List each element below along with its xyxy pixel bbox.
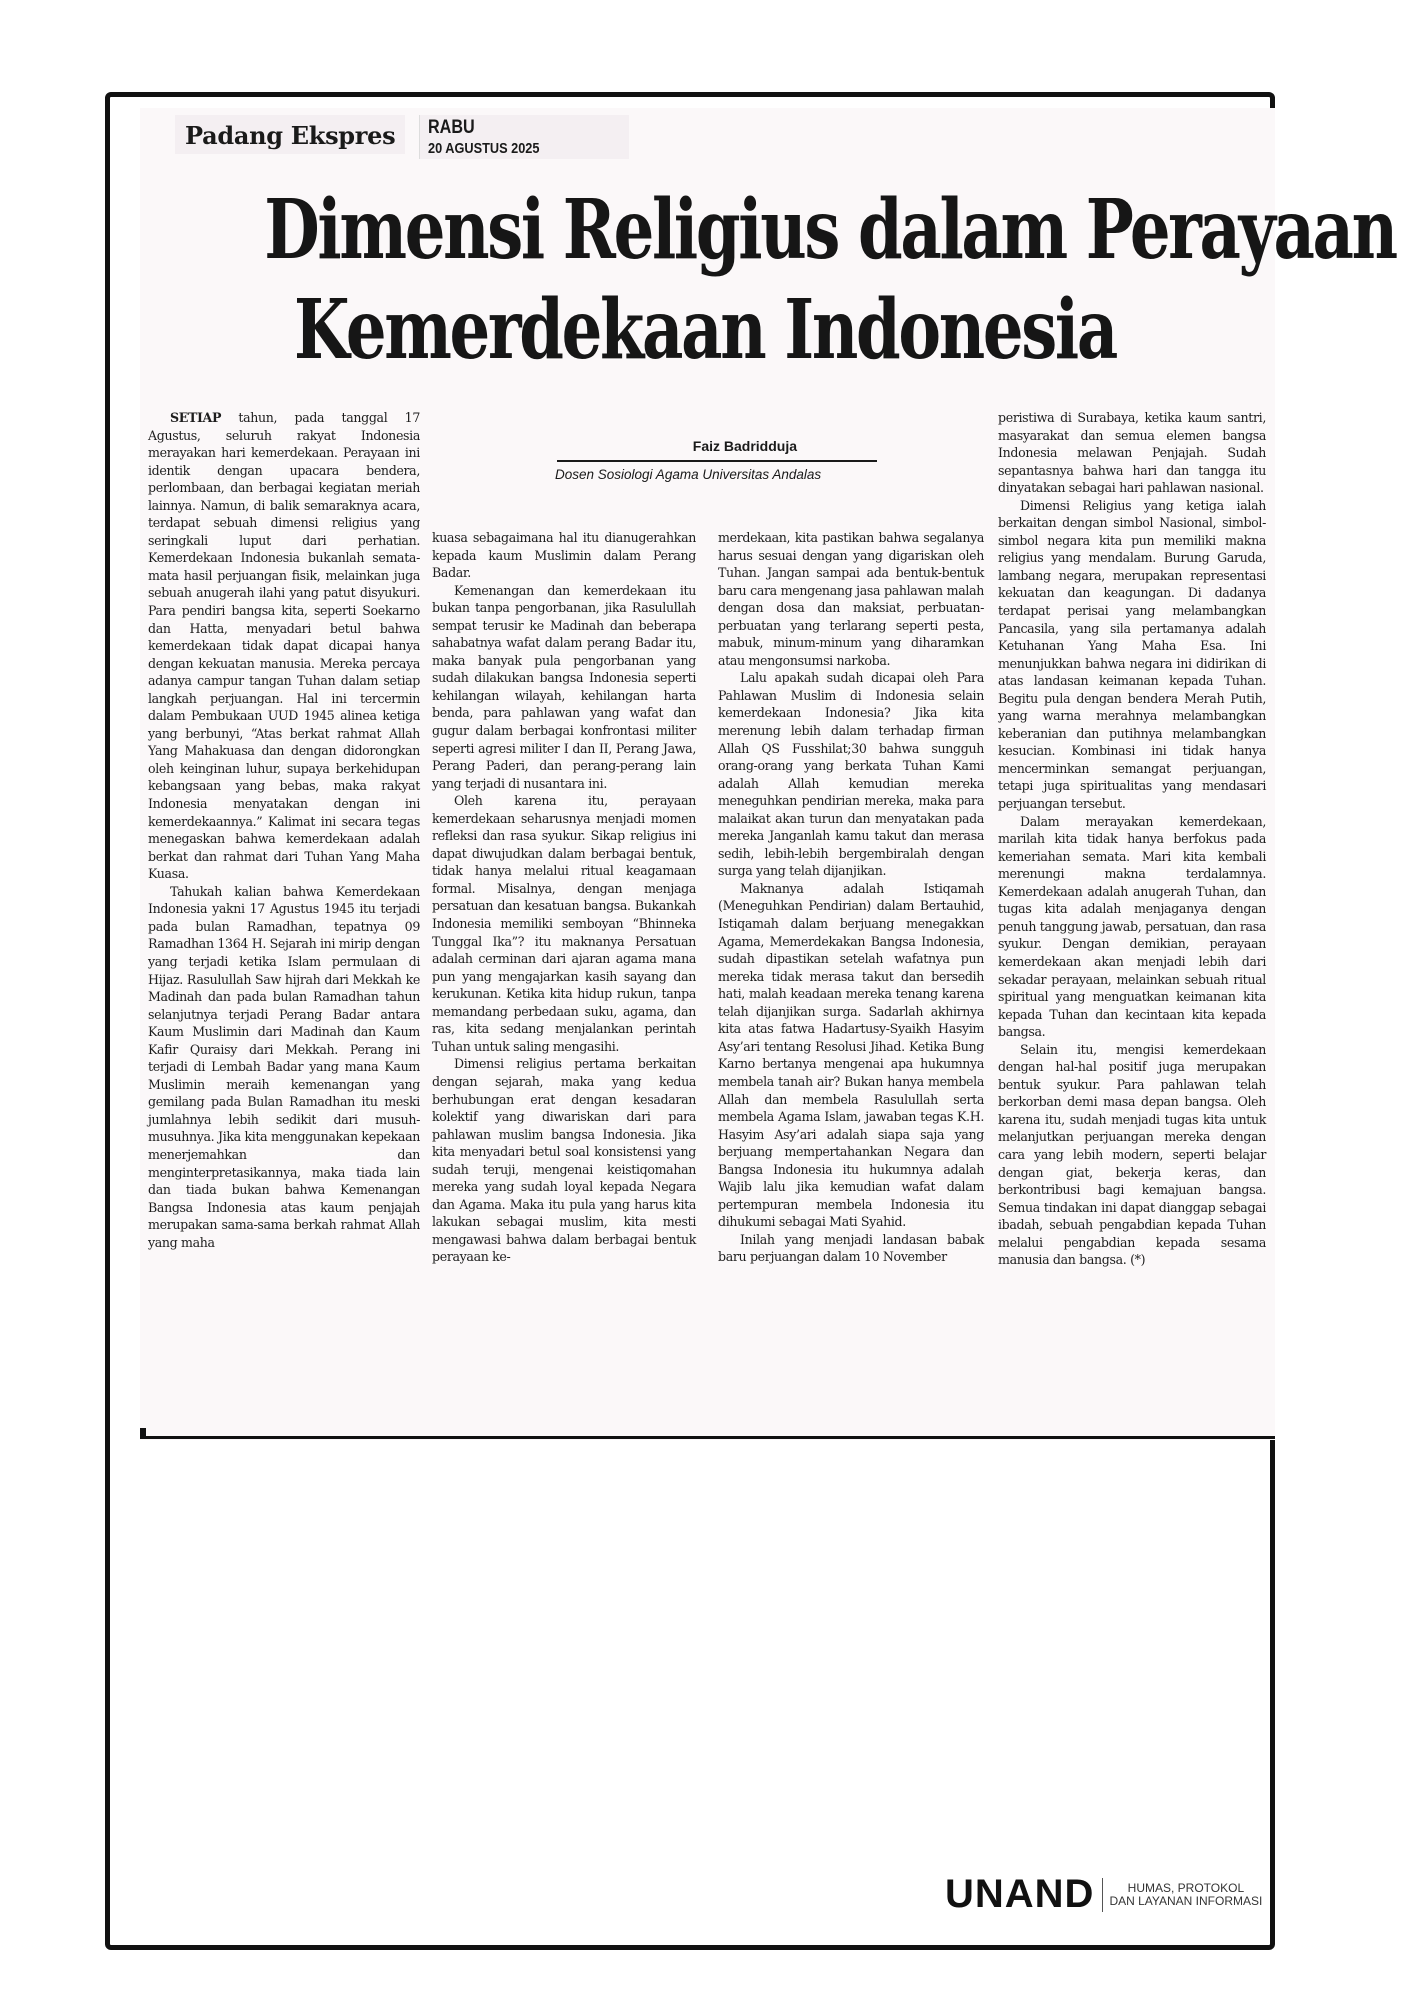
paragraph-text: merdekaan, kita pastikan bahwa segalanya harus sesuai dengan yang digariskan oleh Tuhan. Jangan sampai ada bentuk-bentuk baru cara mengenang jasa pahlawan malah dengan dosa dan maksiat, perbuatan-perbuatan yang terlarang seperti pesta, mabuk, minum-minum yang diharamkan atau mengonsumsi narkoba. <box>718 530 984 668</box>
newspaper-name: Padang Ekspres <box>175 115 405 154</box>
paragraph <box>148 883 420 1251</box>
paragraph-text: tahun, pada tanggal 17 Agustus, seluruh rakyat Indonesia merayakan hari kemerdekaan. Perayaan ini identik dengan upacara bendera, perlombaan, dan berbagai kegiatan meriah lainnya. Namun, di balik semaraknya acara, terdapat sebuah dimensi religius yang seringkali luput dari perhatian. Kemerdekaan Indonesia bukanlah semata-mata hasil perjuangan fisik, melainkan juga sebuah anugerah ilahi yang patut disyukuri. Para pendiri bangsa kita, seperti Soekarno dan Hatta, menyadari betul bahwa kemerdekaan tidak dapat dicapai hanya dengan kekuatan manusia. Mereka percaya adanya campur tangan Tuhan dalam setiap langkah perjuangan. Hal ini tercermin dalam Pembukaan UUD 1945 alinea ketiga yang berbunyi, “Atas berkat rahmat Allah Yang Mahakuasa dan dengan didorongkan oleh keinginan luhur, supaya berkehidupan kebangsaan yang bebas, maka rakyat Indonesia menyatakan dengan ini kemerdekaannya.” Kalimat ini secara tegas menegaskan bahwa kemerdekaan adalah berkat dan rahmat dari Tuhan Yang Maha Kuasa. <box>148 410 420 882</box>
paragraph-text: Kemenangan dan kemerdekaan itu bukan tanpa pengorbanan, jika Rasulullah sempat terusir ke Madinah dan beberapa sahabatnya wafat dalam perang Badar itu, maka banyak pula pengorbanan yang sudah dilakukan bangsa Indonesia seperti kehilangan wilayah, kehilangan harta benda, para pahlawan yang wafat dan gugur dalam berbagai konfrontasi militer seperti agresi militer I dan II, Perang Jawa, Perang Paderi, dan perang-perang lain yang terjadi di nusantara ini. <box>432 582 696 791</box>
publication-day: RABU <box>428 117 475 138</box>
article-column-2 <box>432 529 696 1266</box>
lead-word: SETIAP <box>170 410 222 425</box>
paragraph-text: Dimensi religius pertama berkaitan dengan sejarah, maka yang kedua berhubungan erat dengan kesadaran kolektif yang diwariskan dari para pahlawan muslim bangsa Indonesia. Jika kita menyadari betul soal konsistensi yang sudah teruji, mengenai keistiqomahan mereka yang sudah loyal kepada Negara dan Agama. Maka itu pula yang harus kita lakukan sebagai muslim, kita mesti mengawasi bahwa dalam berbagai bentuk perayaan ke- <box>432 1056 696 1265</box>
article-column-1 <box>148 409 420 1251</box>
unit-name-line-2: DAN LAYANAN INFORMASI <box>1109 1893 1263 1908</box>
author-name: Faiz Badridduja <box>692 438 797 454</box>
clipping-corner-mark <box>140 1428 146 1438</box>
headline-line-1: Dimensi Religius dalam Perayaan <box>264 182 1396 278</box>
paragraph-text: Lalu apakah sudah dicapai oleh Para Pahlawan Muslim di Indonesia selain kemerdekaan Indonesia? Jika kita merenung lebih dalam terhadap firman Allah QS Fusshilat;30 bahwa sungguh orang-orang yang berkata Tuhan Kami adalah Allah kemudian mereka meneguhkan pendirian mereka, maka para malaikat akan turun dan menyatakan pada mereka Janganlah kamu takut dan merasa sedih, lebih-lebih bergembiralah dengan surga yang telah dijanjikan. <box>718 670 984 879</box>
paragraph <box>148 409 420 883</box>
clipping-bottom-rule <box>140 1436 1275 1439</box>
unand-humas-logo <box>945 1872 1262 1917</box>
publication-date: 20 AGUSTUS 2025 <box>428 140 540 157</box>
headline-line-2: Kemerdekaan Indonesia <box>294 282 1116 378</box>
paragraph <box>718 880 984 1231</box>
paragraph-text: Inilah yang menjadi landasan babak baru perjuangan dalam 10 November <box>718 1231 984 1265</box>
byline-divider <box>557 460 877 462</box>
paragraph-text: Maknanya adalah Istiqamah (Meneguhkan Pendirian) dalam Bertauhid, Istiqamah dalam berjuang menegakkan Agama, Memerdekakan Bangsa Indonesia, sudah dipastikan setelah wafatnya pun mereka tidak merasa takut dan bersedih hati, malah keadaan mereka tenang karena telah dijanjikan surga. Sadarlah akhirnya kita atas fatwa Hadartusy-Syaikh Hasyim Asy’ari tentang Resolusi Jihad. Ketika Bung Karno bertanya mengenai apa hukumnya membela tanah air? Bukan hanya membela Allah dan membela Rasulullah serta membela Agama Islam, jawaban tegas K.H. Hasyim Asy’ari adalah siapa saja yang berjuang mempertahankan Negara dan Bangsa Indonesia itu hukumnya adalah Wajib lalu jika kemudian wafat dalam pertempuran membela Indonesia itu dihukumi sebagai Mati Syahid. <box>718 880 984 1230</box>
paragraph-text: peristiwa di Surabaya, ketika kaum santri, masyarakat dan semua elemen bangsa Indonesia melawan Penjajah. Sudah sepantasnya bahwa hari dan tangga itu dinyatakan sebagai hari pahlawan nasional. <box>998 410 1266 496</box>
paragraph-text: Dalam merayakan kemerdekaan, marilah kita tidak hanya berfokus pada kemeriahan semata. Mari kita kembali merenungi makna terdalamnya. Kemerdekaan adalah anugerah Tuhan, dan tugas kita adalah menjaganya dengan penuh tanggung jawab, persatuan, dan rasa syukur. Dengan demikian, perayaan kemerdekaan akan menjadi lebih dari sekadar perayaan, melainkan sebuah ritual spiritual yang menguatkan keimanan kita kepada Tuhan dan kecintaan kita kepada bangsa. <box>998 813 1266 1040</box>
paragraph <box>432 529 696 582</box>
paragraph <box>432 792 696 1055</box>
byline <box>535 438 885 482</box>
article-headline <box>140 180 1396 380</box>
unit-name-line-1: HUMAS, PROTOKOL <box>1127 1880 1245 1895</box>
paragraph <box>718 529 984 669</box>
paragraph <box>718 1231 984 1266</box>
paragraph-text: Selain itu, mengisi kemerdekaan dengan hal-hal positif juga merupakan bentuk syukur. Para pahlawan telah berkorban demi masa depan bangsa. Oleh karena itu, sudah menjadi tugas kita untuk melanjutkan perjuangan mereka dengan cara yang lebih modern, seperti belajar dengan giat, bekerja keras, dan berkontribusi bagi kemajuan bangsa. Semua tindakan ini dapat dianggap sebagai ibadah, sebuah pengabdian kepada Tuhan melalui pengabdian kepada sesama manusia dan bangsa. (*) <box>998 1041 1266 1268</box>
paragraph <box>998 497 1266 813</box>
paragraph <box>432 582 696 793</box>
article-column-4 <box>998 409 1266 1269</box>
author-affiliation: Dosen Sosiologi Agama Universitas Andalas <box>555 467 822 482</box>
paragraph-text: kuasa sebagaimana hal itu dianugerahkan kepada kaum Muslimin dalam Perang Badar. <box>432 530 696 581</box>
paragraph <box>718 669 984 880</box>
paragraph <box>998 1041 1266 1269</box>
logo-divider <box>1102 1878 1103 1912</box>
paragraph <box>998 409 1266 497</box>
paragraph <box>998 813 1266 1041</box>
masthead <box>175 115 629 159</box>
publication-date-block <box>419 115 629 159</box>
unit-name <box>1109 1882 1262 1908</box>
paragraph-text: Dimensi Religius yang ketiga ialah berkaitan dengan simbol Nasional, simbol-simbol negara kita pun memiliki makna religius yang mendalam. Burung Garuda, lambang negara, merupakan representasi kekuatan dan keagungan. Di dadanya terdapat perisai yang melambangkan Pancasila, yang sila pertamanya adalah Ketuhanan Yang Maha Esa. Ini menunjukkan bahwa negara ini didirikan di atas landasan keimanan kepada Tuhan. Begitu pula dengan bendera Merah Putih, yang warna merahnya melambangkan keberanian dan putihnya melambangkan kesucian. Kombinasi ini tidak hanya mencerminkan semangat perjuangan, tetapi juga spiritualitas yang mendasari perjuangan tersebut. <box>998 497 1266 812</box>
paragraph-text: Oleh karena itu, perayaan kemerdekaan seharusnya menjadi momen refleksi dan rasa syukur. Sikap religius ini dapat diwujudkan dalam berbagai bentuk, tidak hanya melalui ritual keagamaan formal. Misalnya, dengan menjaga persatuan dan kesatuan bangsa. Bukankah Indonesia memiliki semboyan “Bhinneka Tunggal Ika”? itu maknanya Persatuan adalah cerminan dari ajaran agama mana pun yang mengajarkan kasih sayang dan kerukunan. Ketika kita hidup rukun, tanpa memandang perbedaan suku, agama, dan ras, kita sedang menjalankan perintah Tuhan untuk saling mengasihi. <box>432 793 696 1054</box>
paragraph-text: Tahukah kalian bahwa Kemerdekaan Indonesia yakni 17 Agustus 1945 itu terjadi pada bulan Ramadhan, tepatnya 09 Ramadhan 1364 H. Sejarah ini mirip dengan yang terjadi ketika Islam permulaan di Hijaz. Rasulullah Saw hijrah dari Mekkah ke Madinah dan pada bulan Ramadhan tahun selanjutnya terjadi Perang Badar antara Kaum Muslimin dari Madinah dan Kaum Kafir Quraisy dari Mekkah. Perang ini terjadi di Lembah Badar yang mana Kaum Muslimin meraih kemenangan yang gemilang pada Bulan Ramadhan itu meski jumlahnya lebih sedikit dari musuh-musuhnya. Jika kita menggunakan kepekaan menerjemahkan dan menginterpretasikannya, maka tiada lain dan tiada bukan bahwa Kemenangan Bangsa Indonesia atas kaum penjajah merupakan sama-sama berkah rahmat Allah yang maha <box>148 883 420 1250</box>
unand-wordmark: UNAND <box>945 1872 1095 1916</box>
paragraph <box>432 1055 696 1266</box>
article-column-3 <box>718 529 984 1266</box>
